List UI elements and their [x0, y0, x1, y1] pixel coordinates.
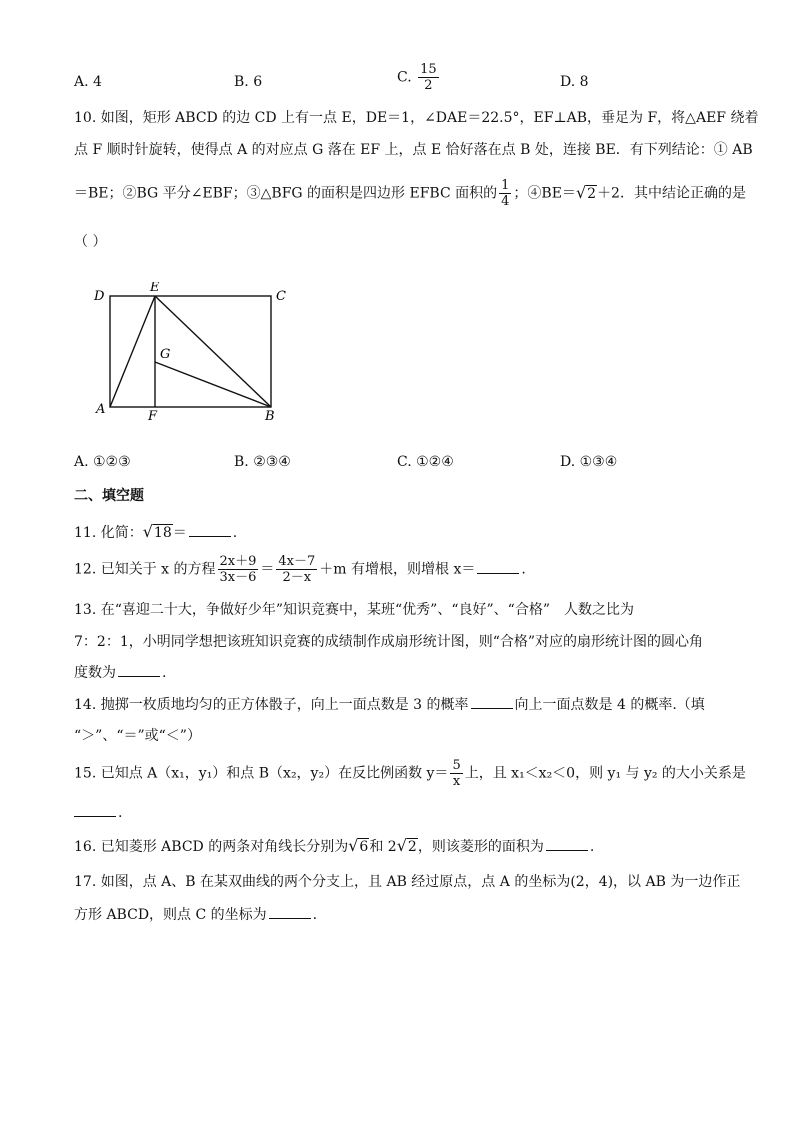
- sqrt-expression: √2: [575, 182, 597, 202]
- fraction-numerator: 1: [501, 178, 510, 193]
- answer-blank[interactable]: [477, 559, 519, 574]
- fraction-denominator: 2－x: [276, 569, 317, 585]
- answer-blank[interactable]: [118, 662, 160, 677]
- sqrt-expression: √6: [348, 836, 369, 855]
- q9-option-d: D. 8: [560, 74, 589, 90]
- q17-line2: 方形 ABCD，则点 C 的坐标为 .: [74, 904, 317, 925]
- label-d: D: [94, 289, 105, 304]
- label-c: C: [276, 289, 286, 304]
- section-heading-fill-in: 二、填空题: [74, 488, 144, 504]
- q13-line3: 度数为 .: [74, 662, 166, 683]
- sqrt-expression: √18: [142, 522, 172, 541]
- q15-line2: .: [74, 802, 122, 823]
- answer-blank[interactable]: [269, 904, 311, 919]
- fraction-denominator: 4: [501, 194, 510, 209]
- answer-blank[interactable]: [471, 694, 513, 709]
- segment-eb: [155, 296, 271, 407]
- q10-line1: 10. 如图，矩形 ABCD 的边 CD 上有一点 E，DE＝1，∠DAE＝22.5°，EF⊥AB，垂足为 F，将△AEF 绕着: [74, 110, 759, 126]
- q11-text: 11. 化简：: [74, 525, 143, 541]
- label-e: E: [150, 282, 160, 295]
- q10-geometry-figure: [90, 282, 290, 422]
- segment-ae: [110, 296, 155, 407]
- q10-line2: 点 F 顺时针旋转，使得点 A 的对应点 G 落在 EF 上，点 E 恰好落在点 B 处，连接 BE．有下列结论：① AB: [74, 142, 753, 158]
- q17-line1: 17. 如图，点 A、B 在某双曲线的两个分支上，且 AB 经过原点，点 A 的坐标为(2，4)，以 AB 为一边作正: [74, 874, 741, 890]
- label-b: B: [265, 409, 275, 422]
- q12-text: 12. 已知关于 x 的方程: [74, 561, 216, 578]
- fraction-denominator: 2: [418, 77, 439, 93]
- q10-line3-text: ＝BE；②BG 平分∠EBF；③△BFG 的面积是四边形 EFBC 面积的: [74, 185, 498, 202]
- q9-option-b: B. 6: [234, 74, 263, 90]
- q9-option-c-label: C.: [397, 69, 412, 86]
- label-g: G: [160, 347, 171, 362]
- fraction-numerator: 4x－7: [278, 554, 316, 569]
- q12: 12. 已知关于 x 的方程 $\frac{2x+9}{3x-6}$ ＝ $\frac{4x-7}{2-x}$ ＋m 有增根，则增根 x＝ .: [74, 554, 526, 585]
- fraction-numerator: 5: [452, 758, 461, 773]
- sqrt-expression: √2: [396, 836, 417, 855]
- q11-equals: ＝: [172, 525, 187, 541]
- fraction-numerator: 15: [420, 62, 437, 77]
- answer-blank[interactable]: [546, 836, 588, 851]
- segment-gb: [155, 362, 271, 407]
- q15-line1: 15. 已知点 A（x₁，y₁）和点 B（x₂，y₂）在反比例函数 y＝ $\frac{5}{x}$ 上，且 x₁＜x₂＜0，则 y₁ 与 y₂ 的大小关系是: [74, 758, 746, 789]
- q12-text: ＋m 有增根，则增根 x＝: [319, 561, 476, 578]
- q9-option-a: A. 4: [74, 74, 102, 90]
- q10-option-c: C. ①②④: [397, 454, 454, 470]
- rectangle-abcd: [110, 296, 271, 407]
- fraction-denominator: 3x－6: [219, 570, 257, 585]
- q10-line3-text: ＋2．其中结论正确的是: [597, 185, 746, 202]
- q12-fraction-right: [276, 554, 317, 585]
- q13-line2: 7：2：1，小明同学想把该班知识竞赛的成绩制作成扇形统计图，则“合格”对应的扇形统计图的圆心角: [74, 634, 704, 650]
- answer-blank[interactable]: [189, 522, 231, 537]
- q14-line1: 14. 抛掷一枚质地均匀的正方体骰子，向上一面点数是 3 的概率 向上一面点数是 4 的概率.（填: [74, 694, 705, 715]
- label-a: A: [96, 402, 106, 417]
- q10-line3-text: ；④BE＝: [513, 185, 576, 202]
- q16: 16. 已知菱形 ABCD 的两条对角线长分别为√6和 2√2，则该菱形的面积为 .: [74, 836, 595, 855]
- q14-line2: “＞”、“＝”或“＜”）: [74, 728, 201, 744]
- q10-option-a: A. ①②③: [74, 454, 131, 470]
- q10-fraction: [499, 178, 511, 209]
- q10-answer-parens: （ ）: [74, 234, 107, 250]
- q11: 11. 化简：√18＝ .: [74, 522, 238, 541]
- fraction-numerator: 2x＋9: [219, 554, 257, 569]
- q10-option-b: B. ②③④: [234, 454, 291, 470]
- answer-blank[interactable]: [74, 802, 116, 817]
- q12-fraction-left: [218, 554, 259, 585]
- q10-line3: [74, 178, 746, 209]
- q10-option-d: D. ①③④: [560, 454, 618, 470]
- rectangle-outline: [110, 296, 271, 407]
- q15-fraction: [450, 758, 462, 789]
- label-f: F: [148, 409, 158, 422]
- q9-option-c: [397, 62, 441, 93]
- q9-option-c-fraction: [418, 62, 439, 93]
- fraction-denominator: x: [450, 773, 462, 789]
- q13-line1: 13. 在“喜迎二十大，争做好少年”知识竞赛中，某班“优秀”、“良好”、“合格” 人数之比为: [74, 602, 634, 618]
